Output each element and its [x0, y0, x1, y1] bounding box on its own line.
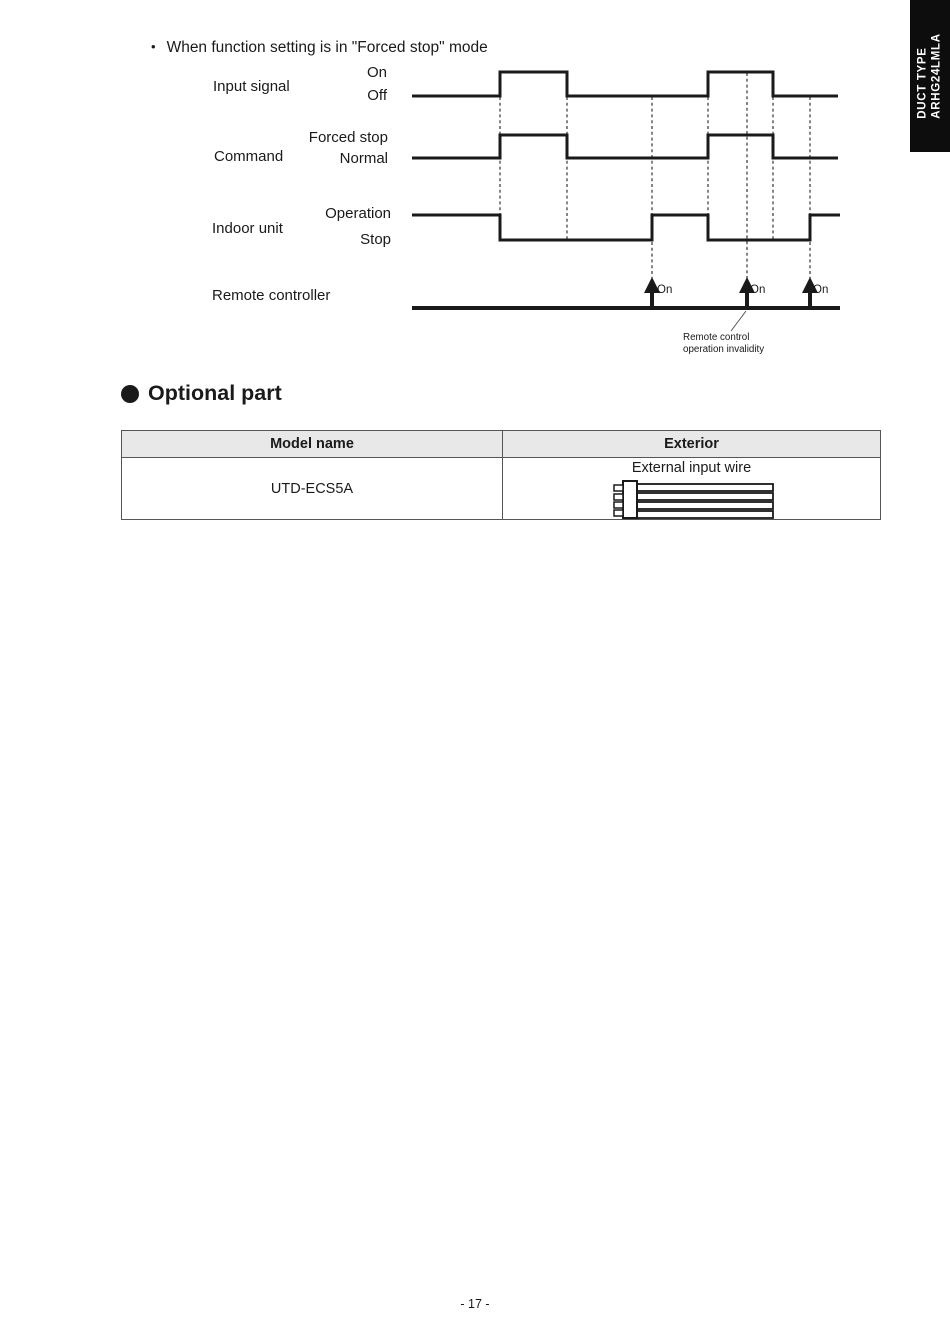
bullet-icon: •: [151, 39, 156, 54]
timing-diagram-svg: [200, 60, 890, 370]
side-tab: [910, 0, 950, 152]
timing-diagram: [200, 60, 890, 370]
waveform-indoor-unit: [412, 215, 840, 240]
arrow-label-on-3: On: [813, 284, 829, 296]
dashed-guides: [500, 73, 810, 278]
arrow-label-on-2: On: [750, 284, 766, 296]
table-cell-exterior: [503, 458, 880, 519]
table-row: [122, 458, 880, 519]
table-cell-model-name: UTD-ECS5A: [122, 458, 503, 519]
table-header-exterior: Exterior: [664, 436, 719, 452]
optional-part-table: [121, 430, 881, 520]
side-tab-label: [917, 33, 944, 119]
page-number: - 17 -: [460, 1297, 490, 1311]
arrow-label-on-1: On: [657, 284, 673, 296]
row-label-command: Command: [214, 148, 284, 165]
table-header-model-name: Model name: [122, 431, 503, 457]
remote-invalidity-annotation: [683, 332, 764, 355]
side-tab-line1: DUCT TYPE: [916, 47, 929, 119]
external-input-wire-illustration: [612, 480, 775, 521]
annotation-leader-line: [731, 311, 746, 331]
row-label-input-signal: Input signal: [213, 78, 290, 95]
diagram-heading: [151, 39, 488, 57]
level-label-operation: Operation: [325, 205, 391, 222]
level-label-normal: Normal: [339, 150, 388, 167]
optional-part-heading: [121, 381, 282, 406]
annotation-line2: operation invalidity: [683, 343, 765, 355]
level-label-on: On: [366, 64, 387, 81]
annotation-line1: Remote control: [683, 332, 750, 343]
optional-part-title: Optional part: [148, 381, 282, 405]
diagram-heading-text: When function setting is in "Forced stop" mode: [166, 39, 488, 56]
level-label-forced-stop: Forced stop: [308, 129, 388, 146]
waveform-command: [412, 135, 838, 158]
level-label-stop: Stop: [360, 231, 391, 248]
section-bullet-icon: [121, 385, 139, 403]
level-label-off: Off: [367, 87, 387, 104]
row-label-remote-controller: Remote controller: [212, 287, 331, 304]
side-tab-line2: ARHG24LMLA: [930, 33, 942, 119]
table-header-row: [122, 431, 880, 458]
exterior-label: External input wire: [631, 460, 752, 476]
waveform-input-signal: [412, 72, 838, 96]
row-label-indoor-unit: Indoor unit: [212, 220, 283, 237]
